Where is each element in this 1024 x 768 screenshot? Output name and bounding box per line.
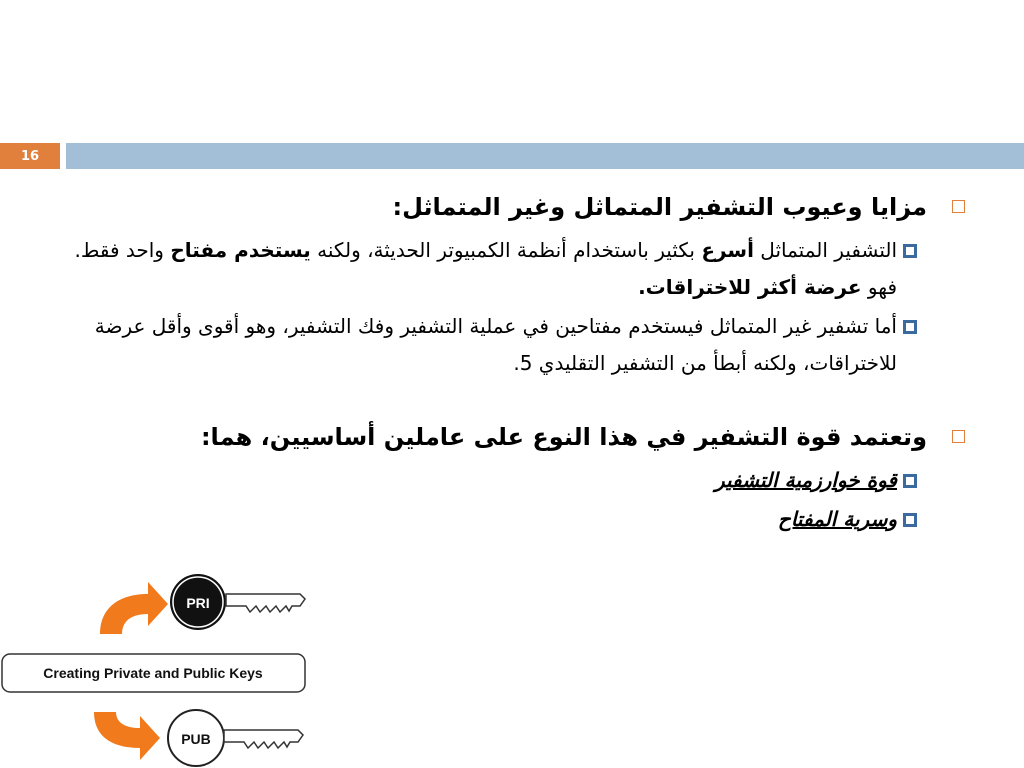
curved-arrow-up-icon xyxy=(100,582,168,634)
public-key-icon xyxy=(168,710,303,766)
key-pub-label: PUB xyxy=(181,731,211,747)
creating-keys-banner xyxy=(2,654,305,692)
square-bullet-icon xyxy=(903,244,917,258)
slide-number: 16 xyxy=(0,143,60,169)
sub-bullet-symmetric: التشفير المتماثل أسرع بكثير باستخدام أنظمة الكمبيوتر الحديثة، ولكنه يستخدم مفتاح واحد فقط. فهو عرضة أكثر للاختراقات. xyxy=(60,232,965,306)
square-bullet-icon xyxy=(903,474,917,488)
key-pri-label: PRI xyxy=(186,595,210,611)
slide-content xyxy=(60,190,965,538)
bullet-advantages-heading: مزايا وعيوب التشفير المتماثل وغير المتماثل: xyxy=(60,190,965,224)
sub-bullet-asymmetric: أما تشفير غير المتماثل فيستخدم مفتاحين في عملية التشفير وفك التشفير، وهو أقوى وأقل عرضة للاختراقات، ولكنه أبطأ من التشفير التقليدي 5. xyxy=(60,308,965,382)
banner-text: Creating Private and Public Keys xyxy=(43,665,263,681)
square-bullet-icon xyxy=(952,430,965,443)
square-bullet-icon xyxy=(952,200,965,213)
private-key-icon xyxy=(170,574,305,630)
curved-arrow-down-icon xyxy=(94,712,160,760)
square-bullet-icon xyxy=(903,320,917,334)
sub-bullet-algorithm-strength: قوة خوارزمية التشفير xyxy=(60,462,965,499)
title-bar xyxy=(66,143,1024,169)
sub-bullet-key-secrecy: وسرية المفتاح xyxy=(60,501,965,538)
bullet-strength-factors: وتعتمد قوة التشفير في هذا النوع على عاملين أساسيين، هما: xyxy=(60,420,965,454)
square-bullet-icon xyxy=(903,513,917,527)
keys-illustration xyxy=(0,572,330,768)
